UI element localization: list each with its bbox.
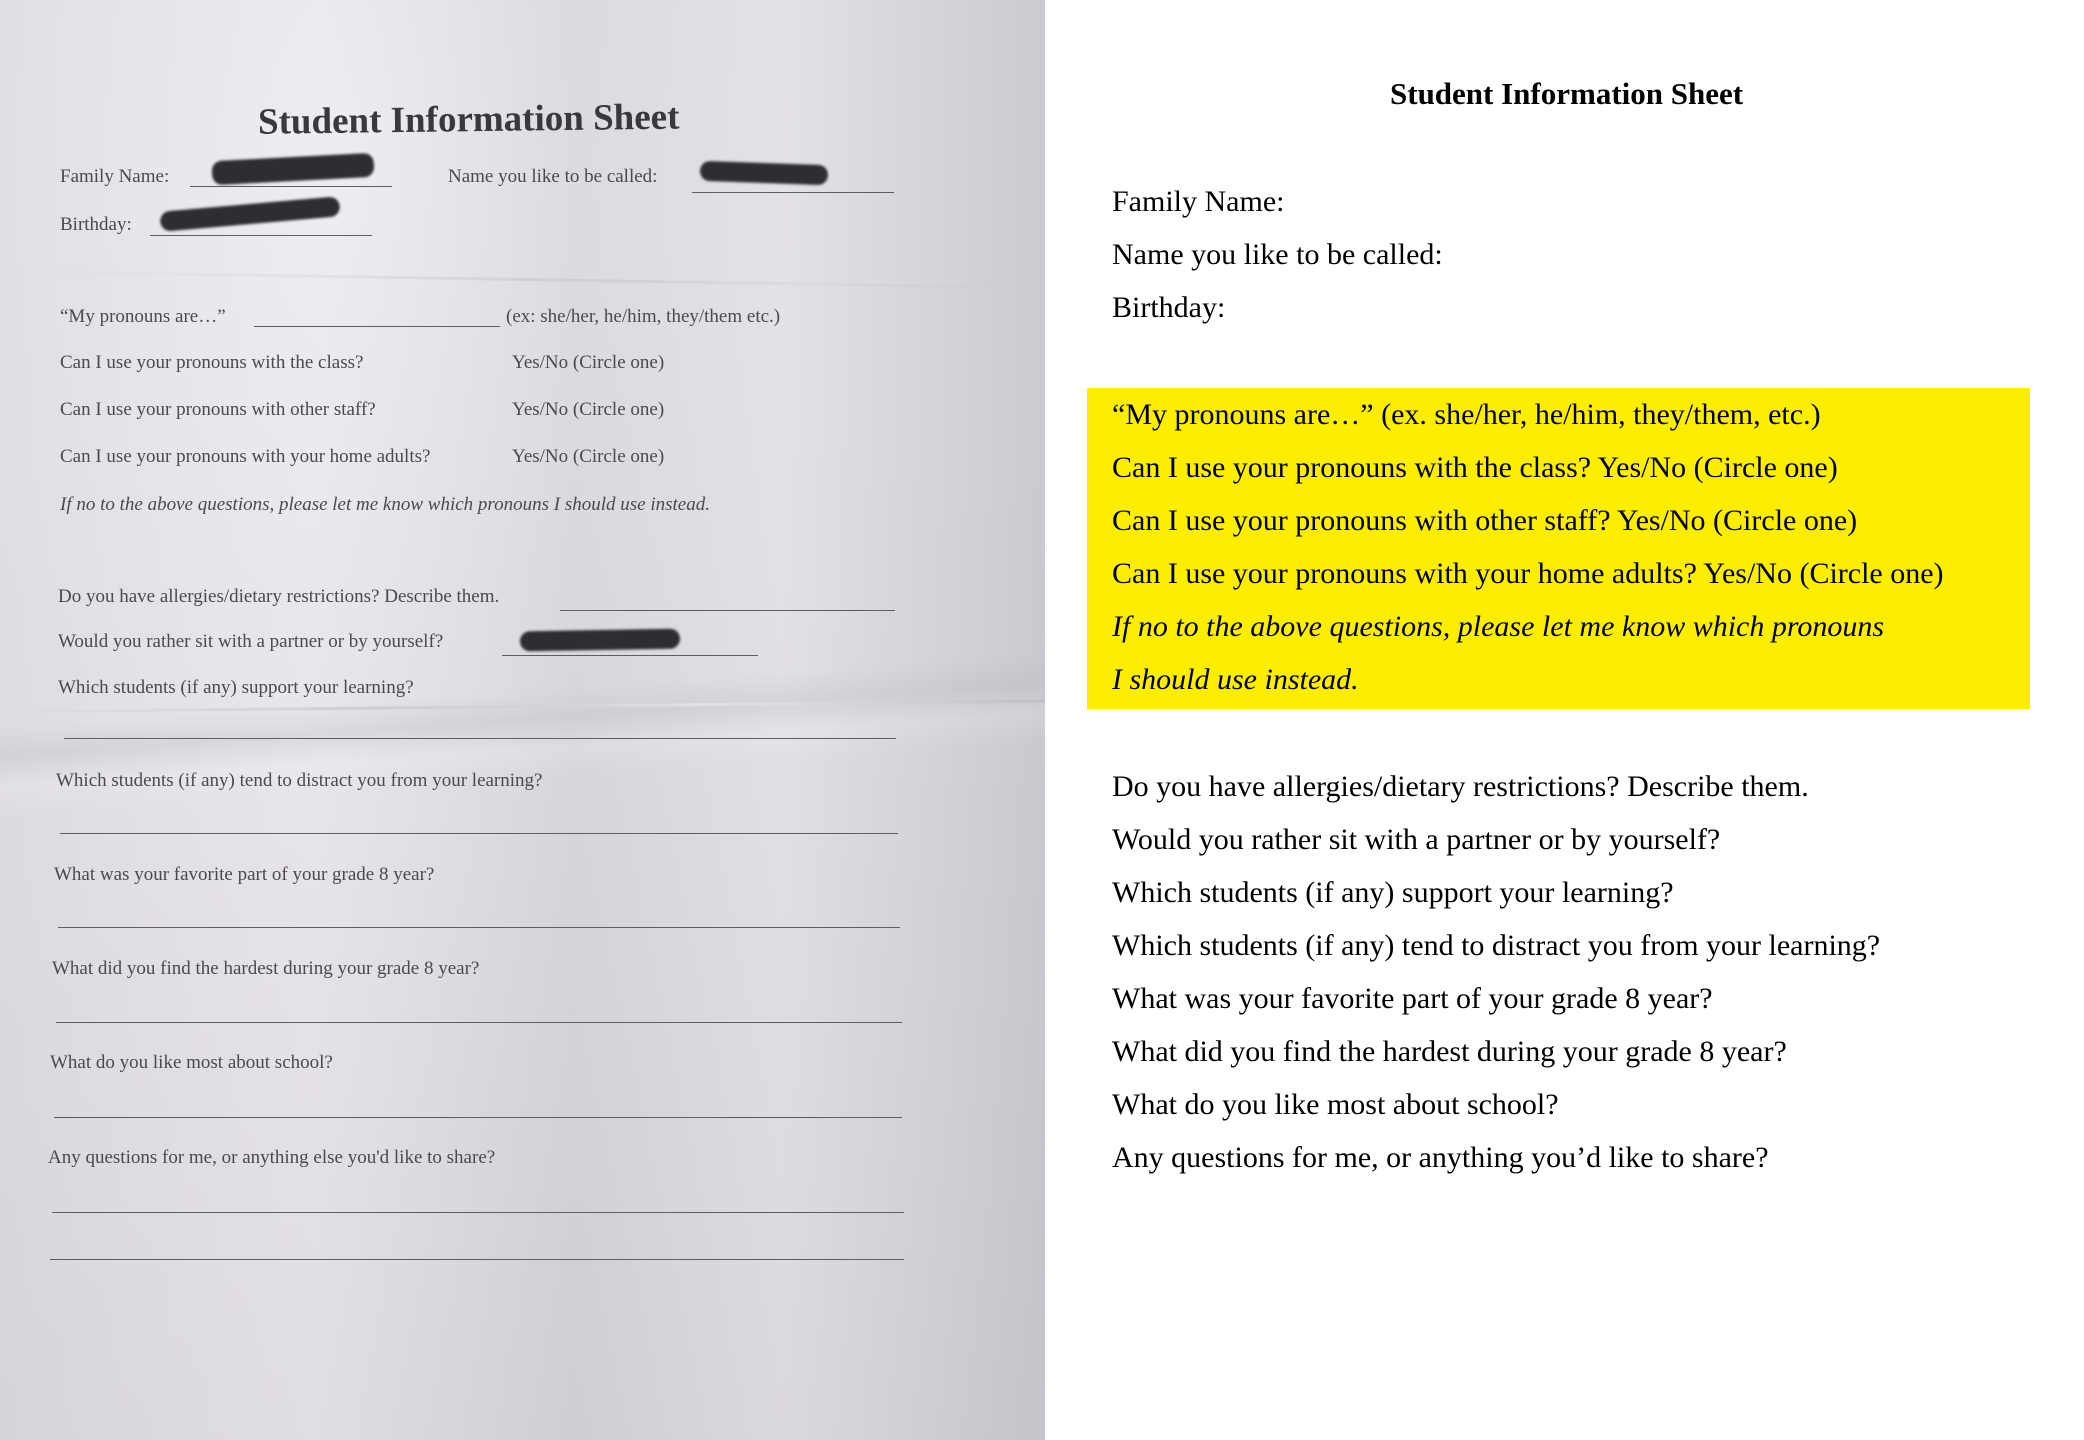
transcript-if-no-line2: I should use instead. bbox=[1112, 663, 1359, 696]
answer-line bbox=[54, 1117, 902, 1118]
answer-line bbox=[50, 1259, 904, 1260]
transcript-likes: What do you like most about school? bbox=[1112, 1088, 1559, 1121]
answer-line bbox=[560, 610, 895, 611]
transcript-q-class: Can I use your pronouns with the class? Yes/No (Circle one) bbox=[1112, 451, 1838, 484]
photo-if-no: If no to the above questions, please let me know which pronouns I should use instead. bbox=[60, 494, 710, 515]
photo-circle-one: Yes/No (Circle one) bbox=[512, 352, 665, 373]
answer-line bbox=[254, 326, 500, 327]
photo-family-name-label: Family Name: bbox=[60, 166, 170, 187]
photo-hardest: What did you find the hardest during your grade 8 year? bbox=[52, 958, 480, 979]
transcript-seating: Would you rather sit with a partner or by yourself? bbox=[1112, 823, 1721, 856]
paper-crease bbox=[0, 700, 1045, 714]
transcript-preferred-name: Name you like to be called: bbox=[1112, 238, 1443, 271]
answer-line bbox=[56, 1022, 902, 1023]
redaction-mark bbox=[159, 196, 340, 232]
photo-likes: What do you like most about school? bbox=[50, 1052, 333, 1073]
redaction-mark bbox=[520, 629, 680, 652]
transcript-hardest: What did you find the hardest during your grade 8 year? bbox=[1112, 1035, 1787, 1068]
redaction-mark bbox=[700, 161, 829, 185]
answer-line bbox=[64, 738, 896, 739]
photo-pronouns-label: “My pronouns are…” bbox=[60, 306, 226, 327]
photo-circle-one: Yes/No (Circle one) bbox=[512, 446, 665, 467]
photo-support: Which students (if any) support your learning? bbox=[58, 677, 414, 698]
transcript-family-name: Family Name: bbox=[1112, 185, 1285, 218]
transcript-favorite: What was your favorite part of your grade 8 year? bbox=[1112, 982, 1713, 1015]
photo-circle-one: Yes/No (Circle one) bbox=[512, 399, 665, 420]
answer-line bbox=[502, 655, 758, 656]
photo-distract: Which students (if any) tend to distract you from your learning? bbox=[56, 770, 543, 791]
photo-birthday-label: Birthday: bbox=[60, 214, 132, 235]
answer-line bbox=[60, 833, 898, 834]
transcript-share: Any questions for me, or anything you’d like to share? bbox=[1112, 1141, 1769, 1174]
pronoun-highlight bbox=[1087, 388, 2030, 709]
photo-q-home: Can I use your pronouns with your home adults? bbox=[60, 446, 431, 467]
transcript-allergies: Do you have allergies/dietary restrictions? Describe them. bbox=[1112, 770, 1809, 803]
photo-share: Any questions for me, or anything else you'd like to share? bbox=[48, 1147, 496, 1168]
answer-line bbox=[58, 927, 900, 928]
photo-allergies: Do you have allergies/dietary restrictions? Describe them. bbox=[58, 586, 500, 607]
answer-line bbox=[190, 186, 392, 187]
transcript-q-home: Can I use your pronouns with your home adults? Yes/No (Circle one) bbox=[1112, 557, 1944, 590]
answer-line bbox=[692, 192, 894, 193]
photo-seating: Would you rather sit with a partner or by yourself? bbox=[58, 631, 444, 652]
photo-favorite: What was your favorite part of your grade 8 year? bbox=[54, 864, 435, 885]
transcript-birthday: Birthday: bbox=[1112, 291, 1226, 324]
transcript-support: Which students (if any) support your learning? bbox=[1112, 876, 1674, 909]
transcript-if-no-line1: If no to the above questions, please let me know which pronouns bbox=[1112, 610, 1885, 643]
photo-title: Student Information Sheet bbox=[257, 96, 680, 143]
redaction-mark bbox=[211, 153, 374, 185]
transcript-distract: Which students (if any) tend to distract you from your learning? bbox=[1112, 929, 1881, 962]
answer-line bbox=[52, 1212, 904, 1213]
transcript-pronouns: “My pronouns are…” (ex. she/her, he/him, they/them, etc.) bbox=[1112, 398, 1821, 431]
photo-q-class: Can I use your pronouns with the class? bbox=[60, 352, 364, 373]
answer-line bbox=[150, 235, 372, 236]
transcript-title: Student Information Sheet bbox=[1390, 76, 1744, 111]
photo-preferred-name-label: Name you like to be called: bbox=[448, 166, 658, 187]
photo-q-staff: Can I use your pronouns with other staff? bbox=[60, 399, 376, 420]
transcript-q-staff: Can I use your pronouns with other staff? Yes/No (Circle one) bbox=[1112, 504, 1858, 537]
paper-crease bbox=[0, 270, 1045, 289]
photo-pronouns-example: (ex: she/her, he/him, they/them etc.) bbox=[506, 306, 781, 327]
